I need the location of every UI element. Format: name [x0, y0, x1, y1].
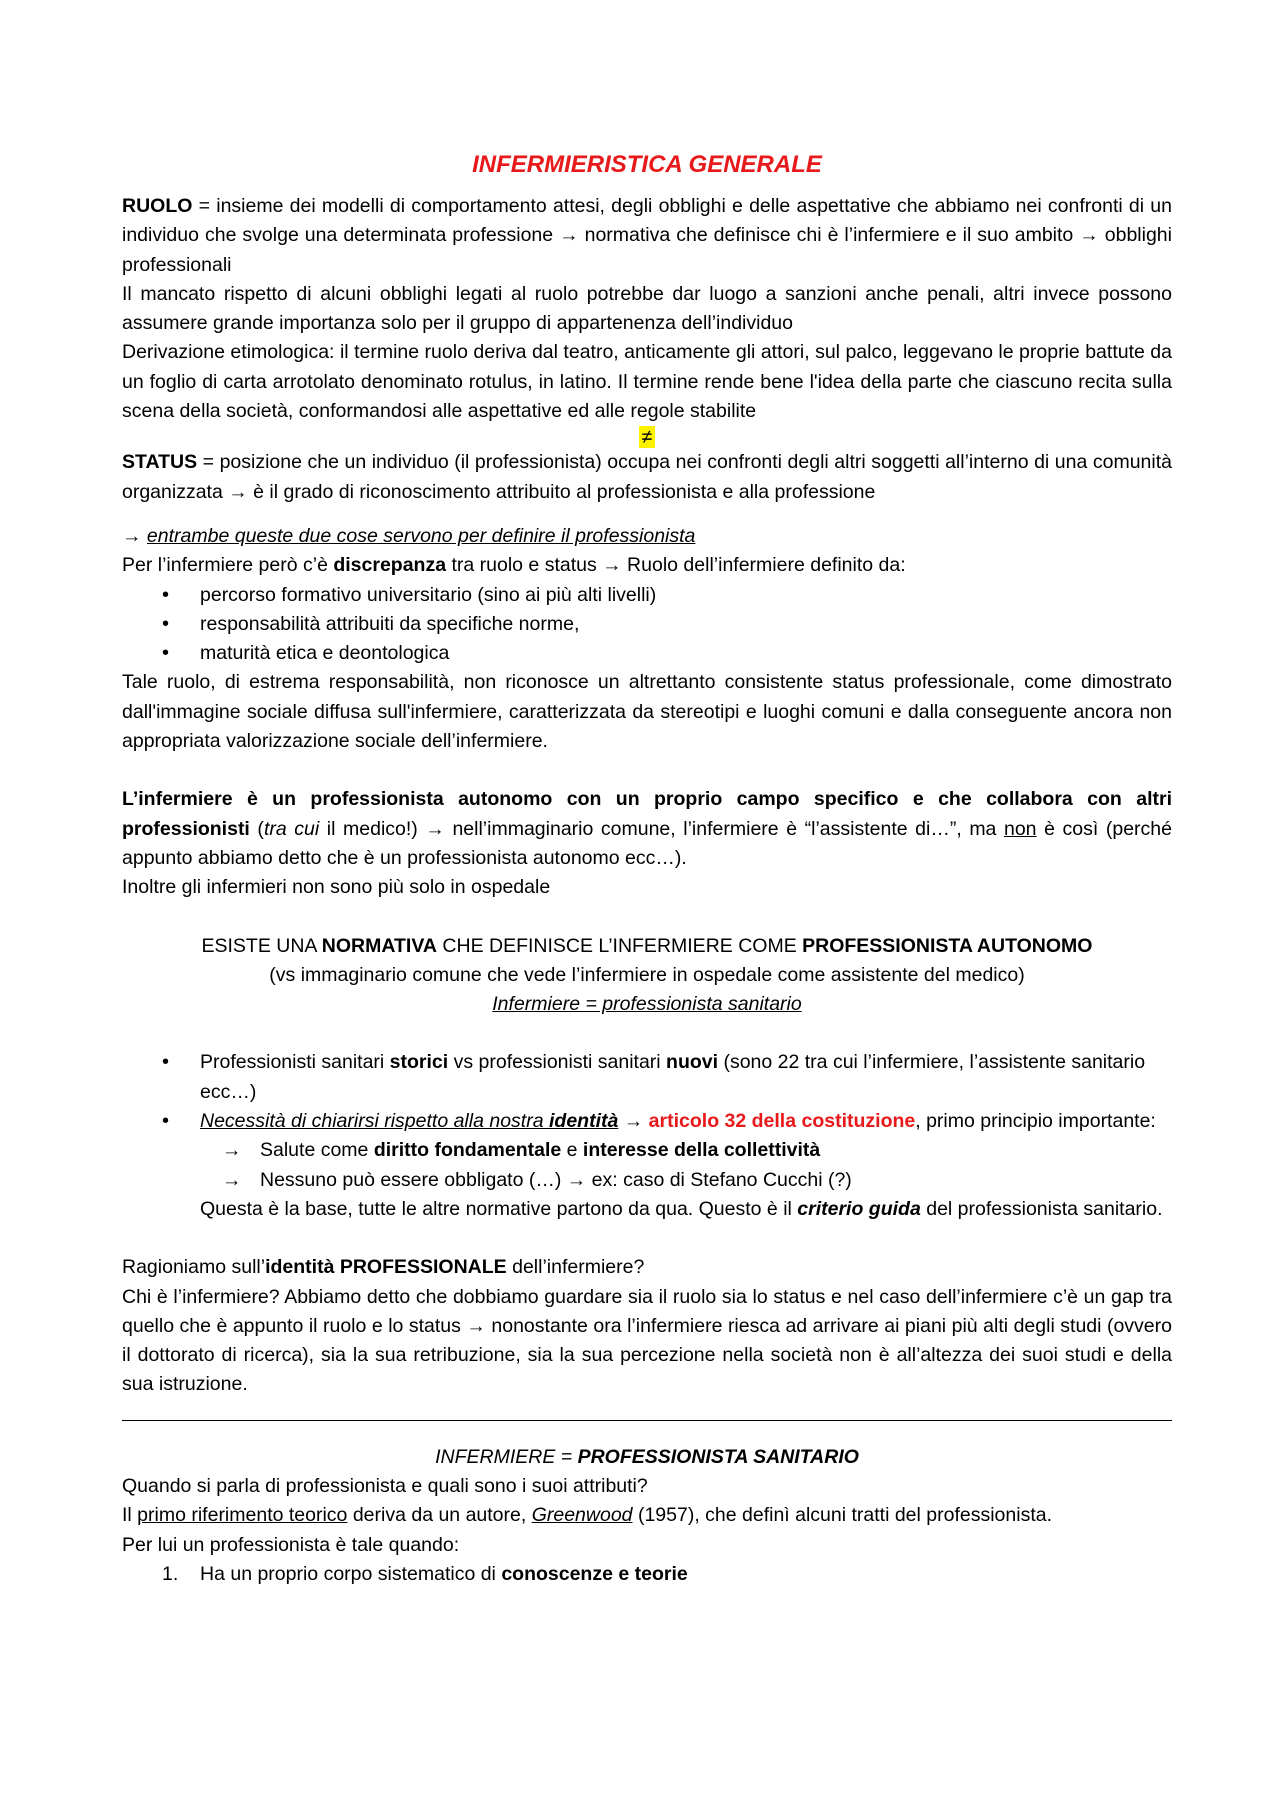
bold-italic-text: identità — [548, 1110, 619, 1133]
discrepanza-bold: discrepanza — [333, 554, 447, 577]
discrepanza-pre: Per l’infermiere però c’è — [122, 554, 334, 577]
spacer — [122, 1019, 1172, 1048]
text: Questa è la base, tutte le altre normative partono da qua. Questo è il — [200, 1197, 798, 1220]
bold-text: storici — [389, 1051, 449, 1074]
text: (sono 22 tra cui l’infermiere, l’assistente sanitario ecc…) — [200, 1051, 1146, 1103]
list-item — [122, 1107, 1172, 1224]
greenwood-line — [122, 1501, 1172, 1530]
ospedale-line: Inoltre gli infermieri non sono più solo in ospedale — [122, 876, 551, 899]
status-def-text: = posizione che un individuo (il professionista) occupa nei confronti degli altri soggetti all’interno di una comunità organizzata → è il grado di riconoscimento attribuito al professionista e alla professione — [122, 451, 1172, 503]
list-item — [122, 1560, 1172, 1589]
bold-text: diritto fondamentale — [373, 1139, 562, 1162]
list-item — [122, 1136, 1172, 1165]
ruolo-term: RUOLO — [122, 195, 193, 217]
document-page — [122, 150, 1172, 1589]
normativa-equation — [122, 990, 1172, 1019]
bold-text: conoscenze e teorie — [501, 1562, 688, 1585]
red-highlight-text: articolo 32 della costituzione — [648, 1110, 916, 1133]
discrepanza-post: tra ruolo e status → Ruolo dell’infermiere definito da: — [446, 554, 906, 577]
text: deriva da un autore, — [347, 1504, 532, 1527]
autonomo-italic: tra cui — [263, 817, 320, 840]
ruolo-paragraph-etymology: Derivazione etimologica: il termine ruolo deriva dal teatro, anticamente gli attori, sul palco, leggevano le proprie battute da un foglio di carta arrotolato denominato rotulus, in latino. Il termine rende bene l'idea della parte che ciascuno recita sulla scena della società, conformandosi alle aspettative ed alle regole stabilite — [122, 341, 1172, 423]
normativa-subline: (vs immaginario comune che vede l’infermiere in ospedale come assistente del medico) — [269, 963, 1025, 986]
autonomo-paragraph — [122, 785, 1172, 873]
normativa-line — [122, 932, 1172, 961]
professionista-intro: Per lui un professionista è tale quando: — [122, 1533, 460, 1556]
ruolo-paragraph-2: Il mancato rispetto di alcuni obblighi legati al ruolo potrebbe dar luogo a sanzioni anche penali, altri invece possono assumere grande importanza solo per il gruppo di appartenenza dell’individuo — [122, 282, 1172, 335]
text: Il — [122, 1504, 138, 1527]
spacer — [122, 903, 1172, 932]
sub-arrow-list — [122, 1136, 1172, 1195]
attributes-list — [122, 1560, 1172, 1589]
autonomo-non: non — [1003, 817, 1037, 840]
author-name: Greenwood — [531, 1504, 633, 1527]
text: (1957), che definì alcuni tratti del professionista. — [632, 1504, 1053, 1527]
page-title: INFERMIERISTICA GENERALE — [472, 151, 822, 178]
text: Ragioniamo sull’ — [122, 1256, 266, 1279]
section2-question: Quando si parla di professionista e quali sono i suoi attributi? — [122, 1474, 648, 1497]
both-line — [122, 522, 1172, 551]
text: e — [561, 1139, 583, 1162]
list-item — [122, 1166, 1172, 1195]
italic-text: INFERMIERE = — [435, 1445, 578, 1468]
bold-text: nuovi — [666, 1051, 719, 1074]
italic-text: Necessità di chiarirsi rispetto alla nostra — [200, 1110, 549, 1133]
arrow-icon: → — [222, 1168, 242, 1191]
identita-question — [122, 1253, 1172, 1282]
spacer — [122, 1224, 1172, 1253]
text: vs professionisti sanitari — [448, 1051, 667, 1074]
arrow-icon: → — [222, 1139, 242, 1162]
spacer — [122, 507, 1172, 522]
bold-text: identità PROFESSIONALE — [265, 1256, 507, 1279]
spacer — [122, 756, 1172, 785]
text: Ha un proprio corpo sistematico di — [200, 1562, 502, 1585]
normativa-equation-text: Infermiere = professionista sanitario — [492, 993, 802, 1016]
normativa-bold-1: NORMATIVA — [321, 934, 437, 957]
arrow-glyph: → — [618, 1110, 649, 1133]
both-text: entrambe queste due cose servono per definire il professionista — [146, 524, 696, 547]
not-equal-line — [122, 426, 1172, 448]
ruolo-def-text: = insieme dei modelli di comportamento attesi, degli obblighi e delle aspettative che abbiamo nei confronti di un individuo che svolge una determinata professione → normativa che definisce chi è l’infermiere e il suo ambito → obblighi professionali — [122, 195, 1172, 276]
text: Professionisti sanitari — [200, 1051, 390, 1074]
text: Salute come — [260, 1139, 374, 1162]
identita-paragraph: Chi è l’infermiere? Abbiamo detto che dobbiamo guardare sia il ruolo sia lo status e nel caso dell’infermiere c’è un gap tra quello che è appunto il ruolo e lo status → nonostante ora l’infermiere riesca ad arrivare ai piani più alti degli studi (ovvero il dottorato di ricerca), sia la sua retribuzione, sia la sua percezione nella società non è all’altezza dei suoi studi e della sua istruzione. — [122, 1285, 1172, 1396]
bold-italic-text: criterio guida — [797, 1197, 921, 1220]
normativa-bold-2: PROFESSIONISTA AUTONOMO — [802, 934, 1093, 957]
criterio-guida-paragraph — [200, 1195, 1172, 1224]
autonomo-rest: il medico!) → nell’immaginario comune, l’infermiere è “l’assistente di…”, ma — [319, 817, 1004, 840]
discrepanza-line — [122, 551, 1172, 580]
autonomo-bold: L’infermiere è un professionista autonomo con un proprio campo specifico e che collabora con altri professionisti — [122, 788, 1172, 840]
autonomo-rest-2: è così (perché appunto abbiamo detto che è un professionista autonomo ecc…). — [122, 817, 1172, 869]
text: del professionista sanitario. — [920, 1197, 1163, 1220]
section-divider — [122, 1420, 1172, 1421]
text: Nessuno può essere obbligato (…) → ex: caso di Stefano Cucchi (?) — [260, 1168, 852, 1191]
list-item — [122, 1048, 1172, 1107]
list-item: • percorso formativo universitario (sino ai più alti livelli) — [122, 581, 1172, 610]
arrow-glyph: → — [122, 524, 147, 547]
normativa-pre: ESISTE UNA — [201, 934, 322, 957]
status-term: STATUS — [122, 451, 198, 474]
professionisti-list — [122, 1048, 1172, 1224]
bold-text: interesse della collettività — [582, 1139, 821, 1162]
autonomo-paren: ( — [249, 817, 264, 840]
normativa-mid: CHE DEFINISCE L’INFERMIERE COME — [436, 934, 803, 957]
list-number: 1. — [162, 1562, 179, 1585]
section2-heading — [122, 1443, 1172, 1472]
text: , primo principio importante: — [915, 1110, 1156, 1133]
text: dell’infermiere? — [506, 1256, 645, 1279]
ruolo-definition — [122, 192, 1172, 280]
underlined-text: primo riferimento teorico — [137, 1504, 348, 1527]
status-paragraph: Tale ruolo, di estrema responsabilità, non riconosce un altrettanto consistente status professionale, come dimostrato dall'immagine sociale diffusa sull'infermiere, caratterizzata da stereotipi e luoghi comuni e dalla conseguente ancora non appropriata valorizzazione sociale dell’infermiere. — [122, 671, 1172, 753]
ruolo-bullet-list — [122, 581, 1172, 669]
status-definition — [122, 448, 1172, 507]
bold-italic-text: PROFESSIONISTA SANITARIO — [577, 1445, 859, 1468]
list-item: • responsabilità attribuiti da specifiche norme, — [122, 610, 1172, 639]
list-item: • maturità etica e deontologica — [122, 639, 1172, 668]
not-equal-highlight: ≠ — [639, 426, 656, 448]
